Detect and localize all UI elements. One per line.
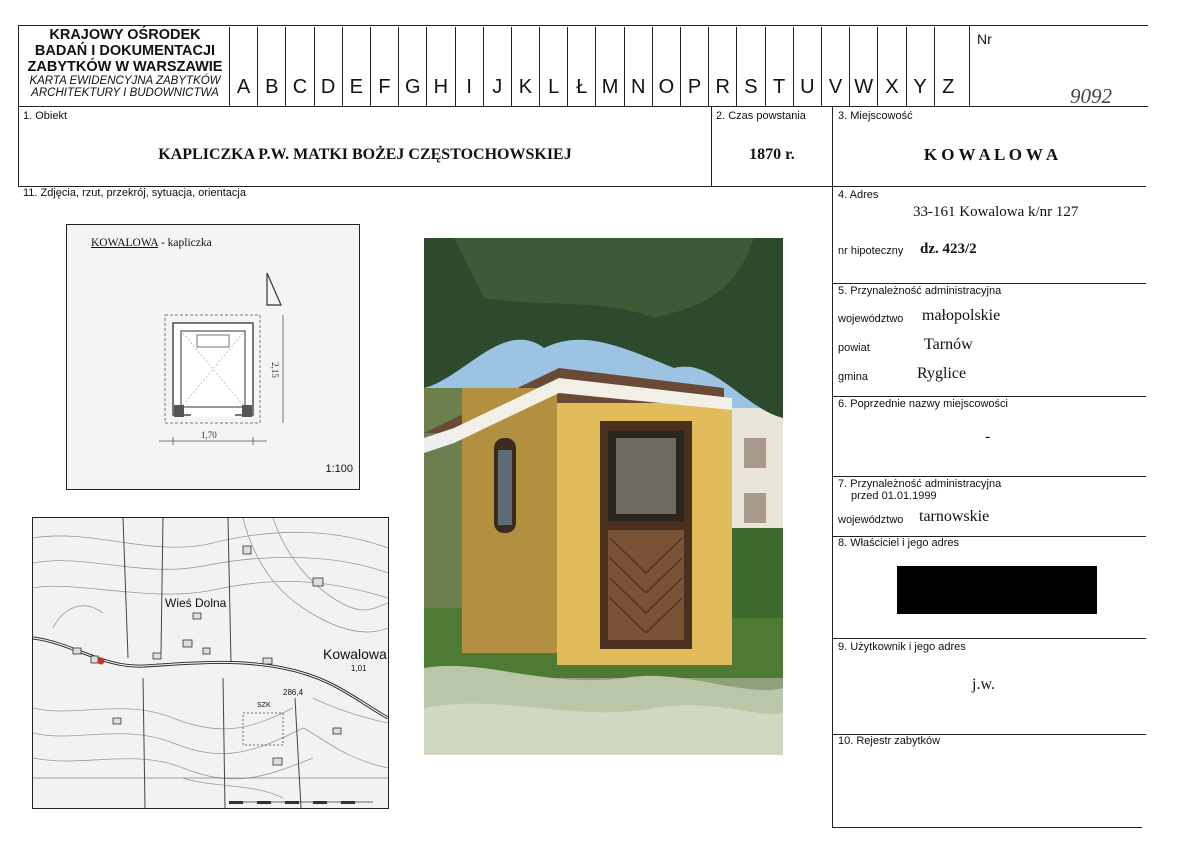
przynaleznosc-label: 5. Przynależność administracyjna — [838, 285, 1002, 297]
adres-label: 4. Adres — [838, 189, 879, 201]
sketch-title-place: KOWALOWA — [91, 237, 159, 249]
redacted-owner-box — [897, 566, 1097, 614]
chapel-photo — [424, 238, 783, 755]
adres-value: 33-161 Kowalowa k/nr 127 — [913, 204, 1079, 220]
index-letter: M — [595, 27, 623, 107]
index-letter: T — [765, 27, 793, 107]
index-letter: E — [342, 27, 370, 107]
miejscowosc-label: 3. Miejscowość — [838, 110, 913, 122]
index-letter: D — [314, 27, 342, 107]
index-letter: L — [539, 27, 567, 107]
map-label-village: Wieś Dolna — [165, 596, 227, 610]
poprzednie-value: - — [985, 428, 991, 445]
wojewodztwo-label: województwo — [838, 313, 904, 325]
index-letter: J — [483, 27, 511, 107]
sketch-title-suffix: - kapliczka — [158, 237, 212, 249]
przyn-old-label: 7. Przynależność administracyjna — [838, 478, 1002, 490]
powiat-label: powiat — [838, 342, 870, 354]
chapel-photo-drawing — [424, 238, 783, 755]
dim-width: 1,70 — [201, 430, 217, 440]
map-label-town: Kowalowa — [323, 646, 387, 662]
index-letter: A — [229, 27, 257, 107]
woj-old-value: tarnowskie — [919, 508, 990, 525]
gmina-value: Ryglice — [917, 365, 967, 382]
rejestr-label: 10. Rejestr zabytków — [838, 735, 941, 747]
poprzednie-label: 6. Poprzednie nazwy miejscowości — [838, 398, 1008, 410]
obiekt-label: 1. Obiekt — [23, 110, 68, 122]
map-label-spot-height: 286,4 — [283, 688, 304, 697]
index-letter: Z — [934, 27, 962, 107]
obiekt-value: KAPLICZKA P.W. MATKI BOŻEJ CZĘSTOCHOWSKIEJ — [158, 146, 572, 163]
zdjecia-label: 11. Zdjęcia, rzut, przekrój, sytuacja, orientacja — [23, 187, 246, 199]
woj-old-label: województwo — [838, 514, 904, 526]
wojewodztwo-value: małopolskie — [922, 307, 1001, 324]
index-letter: K — [511, 27, 539, 107]
sep-4 — [832, 283, 1146, 284]
card-type-line-2: ARCHITEKTURY I BUDOWNICTWA — [31, 87, 219, 99]
index-letter: P — [680, 27, 708, 107]
map-label-szk: SZK — [257, 702, 271, 709]
sep-6 — [832, 476, 1146, 477]
przyn-old-label-2: przed 01.01.1999 — [851, 490, 937, 502]
uzytkownik-value: j.w. — [972, 676, 995, 693]
hipoteczny-value: dz. 423/2 — [920, 241, 977, 257]
index-letter: W — [849, 27, 877, 107]
index-letter: C — [285, 27, 313, 107]
sep-5 — [832, 396, 1146, 397]
nr-value: 9092 — [1070, 84, 1112, 108]
hipoteczny-label: nr hipoteczny — [838, 245, 904, 257]
right-column-divider — [832, 106, 833, 828]
sep-10 — [832, 827, 1142, 828]
index-letter: H — [426, 27, 454, 107]
index-letter: B — [257, 27, 285, 107]
map-label-elevation: 1,01 — [351, 664, 367, 673]
map-drawing — [33, 518, 388, 808]
sketch-scale: 1:100 — [325, 463, 353, 475]
index-letter: O — [652, 27, 680, 107]
uzytkownik-label: 9. Użytkownik i jego adres — [838, 641, 966, 653]
index-letter: X — [877, 27, 905, 107]
floor-plan-sketch — [66, 224, 360, 490]
institution-line-1: KRAJOWY OŚRODEK — [49, 27, 201, 43]
institution-line-3: ZABYTKÓW W WARSZAWIE — [27, 59, 223, 75]
index-letter: I — [455, 27, 483, 107]
institution-line-2: BADAŃ I DOKUMENTACJI — [34, 43, 216, 59]
location-map — [32, 517, 389, 809]
nr-label: Nr — [977, 31, 992, 47]
powiat-value: Tarnów — [924, 336, 973, 353]
index-letter: N — [624, 27, 652, 107]
index-letter: S — [736, 27, 764, 107]
gmina-label: gmina — [838, 371, 868, 383]
index-letter: Ł — [567, 27, 595, 107]
index-letter: R — [708, 27, 736, 107]
dim-height: 2,15 — [269, 362, 280, 378]
institution-header — [20, 27, 230, 106]
nr-divider — [969, 25, 970, 107]
miejscowosc-value: K O W A L O W A — [923, 145, 1059, 164]
index-letter: V — [821, 27, 849, 107]
czas-label: 2. Czas powstania — [716, 110, 806, 122]
index-letters — [229, 27, 962, 107]
floor-plan-drawing — [67, 225, 359, 489]
index-letter: G — [398, 27, 426, 107]
card-type-line-1: KARTA EWIDENCYJNA ZABYTKÓW — [29, 75, 221, 87]
index-letter: Y — [906, 27, 934, 107]
czas-value: 1870 r. — [749, 146, 795, 163]
index-letter: F — [370, 27, 398, 107]
sep-8 — [832, 638, 1146, 639]
index-letter: U — [793, 27, 821, 107]
wlasciciel-label: 8. Właściciel i jego adres — [838, 537, 960, 549]
